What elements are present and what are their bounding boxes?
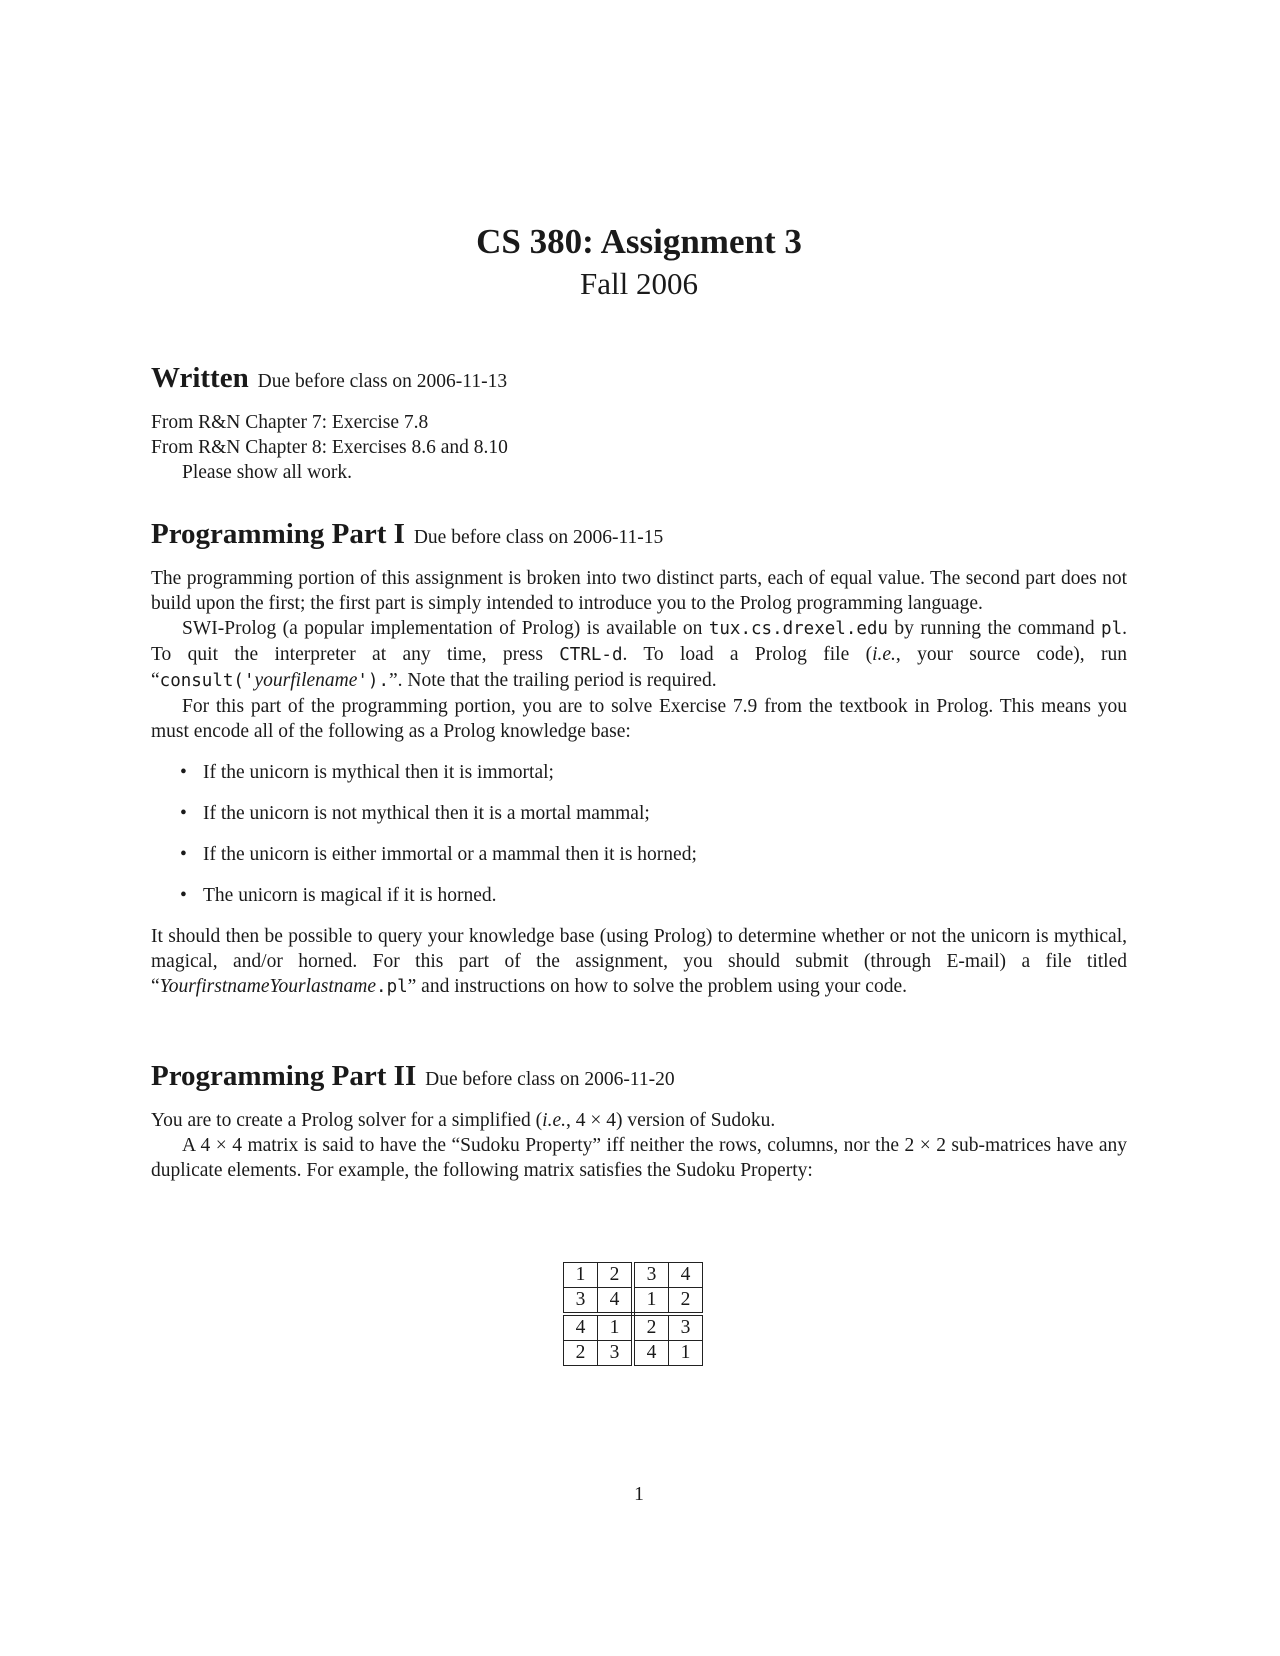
part1-paragraph: For this part of the programming portion, you are to solve Exercise 7.9 from the textbook in Prolog. This means you must encode all of the following as a Prolog knowledge base: <box>151 696 1127 742</box>
submit-filename: YourfirstnameYourlastname <box>159 976 377 997</box>
written-body <box>151 410 1127 485</box>
requirements-list <box>151 760 1127 908</box>
list-item: • If the unicorn is either immortal or a mammal then it is horned; <box>180 844 697 865</box>
matrix-cell: 1 <box>598 1314 634 1341</box>
matrix-cell: 1 <box>633 1288 669 1315</box>
matrix-cell: 3 <box>564 1288 598 1315</box>
matrix-cell: 3 <box>633 1263 669 1288</box>
part1-due-date: Due before class on 2006-11-15 <box>413 527 664 548</box>
table-row <box>564 1314 703 1341</box>
written-note: Please show all work. <box>182 462 353 483</box>
table-row <box>564 1263 703 1288</box>
sudoku-matrix <box>563 1262 703 1366</box>
written-heading-line <box>151 360 1127 396</box>
document-title: CS 380: Assignment 3 <box>476 222 802 261</box>
matrix-cell: 2 <box>633 1314 669 1341</box>
part1-paragraph-submit: It should then be possible to query your knowledge base (using Prolog) to determine whether or not the unicorn is mythical, magical, and/or horned. For this part of the assignment, you should submit (through E-mail) a file titled “YourfirstnameYourlastname.pl” and instructions on how to solve the problem using your code. <box>151 926 1127 997</box>
part2-section <box>151 1058 1127 1183</box>
part2-heading: Programming Part II <box>151 1060 417 1092</box>
host-code: tux.cs.drexel.edu <box>708 619 888 639</box>
table-row <box>564 1341 703 1366</box>
written-due-date: Due before class on 2006-11-13 <box>257 371 508 392</box>
sudoku-example <box>563 1262 703 1366</box>
matrix-cell: 1 <box>669 1341 703 1366</box>
bullet-icon: • <box>180 844 187 865</box>
title-block <box>151 220 1127 304</box>
matrix-cell: 2 <box>598 1263 634 1288</box>
matrix-cell: 4 <box>564 1314 598 1341</box>
part2-due-date: Due before class on 2006-11-20 <box>425 1069 675 1090</box>
command-code: pl <box>1101 619 1123 639</box>
document-subtitle: Fall 2006 <box>580 266 698 301</box>
written-line: From R&N Chapter 7: Exercise 7.8 <box>151 412 429 433</box>
part1-section <box>151 516 1127 1000</box>
written-section <box>151 360 1127 485</box>
matrix-cell: 4 <box>633 1341 669 1366</box>
list-item: • If the unicorn is mythical then it is immortal; <box>180 762 554 783</box>
matrix-cell: 2 <box>669 1288 703 1315</box>
matrix-cell: 3 <box>669 1314 703 1341</box>
matrix-cell: 4 <box>669 1263 703 1288</box>
matrix-cell: 2 <box>564 1341 598 1366</box>
written-line: From R&N Chapter 8: Exercises 8.6 and 8.10 <box>151 437 508 458</box>
bullet-icon: • <box>180 885 187 906</box>
matrix-cell: 3 <box>598 1341 634 1366</box>
part1-heading: Programming Part I <box>151 518 405 550</box>
part2-heading-line <box>151 1058 1127 1094</box>
part2-paragraph: You are to create a Prolog solver for a simplified (i.e., 4 × 4) version of Sudoku. <box>151 1110 776 1131</box>
consult-code: consult('yourfilename'). <box>159 670 389 691</box>
part2-paragraph: A 4 × 4 matrix is said to have the “Sudoku Property” iff neither the rows, columns, nor the 2 × 2 sub-matrices have any duplicate elements. For example, the following matrix satisfies the Sudoku Property: <box>151 1135 1127 1181</box>
matrix-cell: 1 <box>564 1263 598 1288</box>
part1-heading-line <box>151 516 1127 552</box>
written-heading: Written <box>151 362 249 394</box>
bullet-icon: • <box>180 803 187 824</box>
bullet-icon: • <box>180 762 187 783</box>
part1-paragraph: The programming portion of this assignment is broken into two distinct parts, each of equal value. The second part does not build upon the first; the first part is simply intended to introduce you to the Prolog programming language. <box>151 568 1127 614</box>
quit-key-code: CTRL-d <box>559 645 623 665</box>
list-item: • The unicorn is magical if it is horned. <box>180 885 497 906</box>
page-number: 1 <box>634 1484 644 1505</box>
part1-paragraph-swi: SWI-Prolog (a popular implementation of Prolog) is available on tux.cs.drexel.edu by running the command pl. To quit the interpreter at any time, press CTRL-d. To load a Prolog file (i.e., your source code), run “consult('yourfilename').”. Note that the trailing period is required. <box>151 618 1127 691</box>
matrix-cell: 4 <box>598 1288 634 1315</box>
table-row <box>564 1288 703 1315</box>
list-item: • If the unicorn is not mythical then it is a mortal mammal; <box>180 803 650 824</box>
